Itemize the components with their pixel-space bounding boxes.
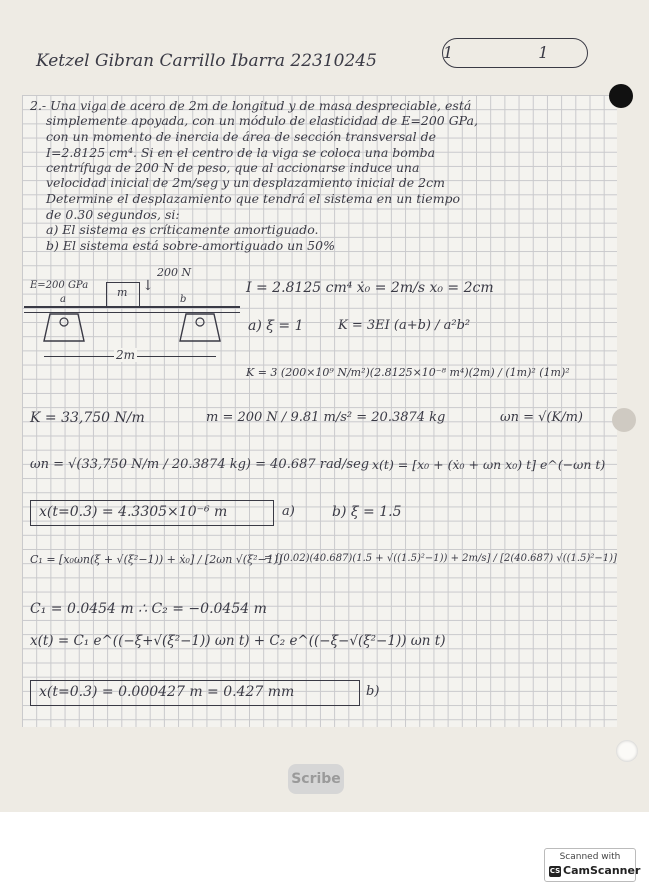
natural-frequency-formula: ωn = √(K/m) <box>500 410 583 425</box>
case-b-label: b) ξ = 1.5 <box>332 504 402 520</box>
result-a: x(t=0.3) = 4.3305×10⁻⁶ m <box>39 504 228 520</box>
modulus-label: E=200 GPa <box>30 280 89 291</box>
result-a-box <box>30 500 274 526</box>
problem-line: de 0.30 segundos, si: <box>46 207 180 222</box>
page-counter: 1 1 <box>443 43 589 62</box>
problem-line: centrífuga de 200 N de peso, que al accionarse induce una <box>46 160 420 175</box>
span-label: 2m <box>116 348 136 362</box>
problem-line: a) El sistema es críticamente amortiguado. <box>46 222 319 237</box>
response-formula-b: x(t) = C₁ e^((−ξ+√(ξ²−1)) ωn t) + C₂ e^((−ξ−√(ξ²−1)) ωn t) <box>30 633 446 649</box>
scanner-caption: Scanned with <box>559 852 621 862</box>
camscanner-icon: CS <box>549 867 561 875</box>
scanner-name: CamScanner <box>563 864 641 877</box>
beam-top-line <box>24 306 240 308</box>
problem-line: simplemente apoyada, con un módulo de elasticidad de E=200 GPa, <box>46 113 478 128</box>
result-a-tag: a) <box>282 504 295 519</box>
natural-frequency-result: ωn = √(33,750 N/m / 20.3874 kg) = 40.687 rad/seg <box>30 457 370 472</box>
result-b-tag: b) <box>366 684 380 699</box>
problem-line: I=2.8125 cm⁴. Si en el centro de la viga se coloca una bomba <box>46 145 436 160</box>
result-b-box <box>30 680 360 706</box>
response-formula-a: x(t) = [x₀ + (ẋ₀ + ωn x₀) t] e^(−ωn t) <box>372 457 606 472</box>
case-a-label: a) ξ = 1 <box>248 318 304 334</box>
right-support-icon <box>178 313 222 343</box>
pump-block <box>106 282 140 308</box>
camscanner-watermark <box>544 848 641 882</box>
mass-label: m <box>117 286 128 299</box>
author-name: Ketzel Gibran Carrillo Ibarra 22310245 <box>36 51 377 71</box>
c1-substitution: = [(0.02)(40.687)(1.5 + √((1.5)²−1)) + 2m/s] / [2(40.687) √((1.5)²−1)] <box>264 553 617 564</box>
problem-line: con un momento de inercia de área de sección transversal de <box>46 129 436 144</box>
scribe-logo: Scribe <box>288 764 344 794</box>
dimension-a: a <box>60 294 66 305</box>
problem-line: velocidad inicial de 2m/seg y un desplazamiento inicial de 2cm <box>46 175 445 190</box>
stiffness-formula: K = 3EI (a+b) / a²b² <box>338 318 471 333</box>
load-label: 200 N <box>157 266 192 279</box>
problem-line: b) El sistema está sobre-amortiguado un 50% <box>46 238 335 253</box>
binder-hole-top <box>609 84 633 108</box>
mass-calc: m = 200 N / 9.81 m/s² = 20.3874 kg <box>206 410 446 425</box>
binder-hole-middle <box>612 408 636 432</box>
problem-line: Determine el desplazamiento que tendrá el sistema en un tiempo <box>46 191 461 206</box>
binder-hole-bottom <box>616 740 638 762</box>
stiffness-result: K = 33,750 N/m <box>30 410 145 426</box>
c-results: C₁ = 0.0454 m ∴ C₂ = −0.0454 m <box>30 601 267 617</box>
givens-line: I = 2.8125 cm⁴ ẋ₀ = 2m/s x₀ = 2cm <box>246 280 494 296</box>
dimension-b: b <box>180 294 187 305</box>
page-counter-box <box>442 38 588 68</box>
load-arrow-icon: ↓ <box>142 278 154 294</box>
problem-line: 2.- Una viga de acero de 2m de longitud y de masa despreciable, está <box>30 98 472 113</box>
c1-formula: C₁ = [x₀ωn(ξ + √(ξ²−1)) + ẋ₀] / [2ωn √(ξ²−1)] <box>30 553 283 566</box>
stiffness-substitution: K = 3 (200×10⁹ N/m²)(2.8125×10⁻⁸ m⁴)(2m) / (1m)² (1m)² <box>246 366 570 379</box>
result-b: x(t=0.3) = 0.000427 m = 0.427 mm <box>39 684 295 700</box>
left-support-icon <box>42 313 86 343</box>
